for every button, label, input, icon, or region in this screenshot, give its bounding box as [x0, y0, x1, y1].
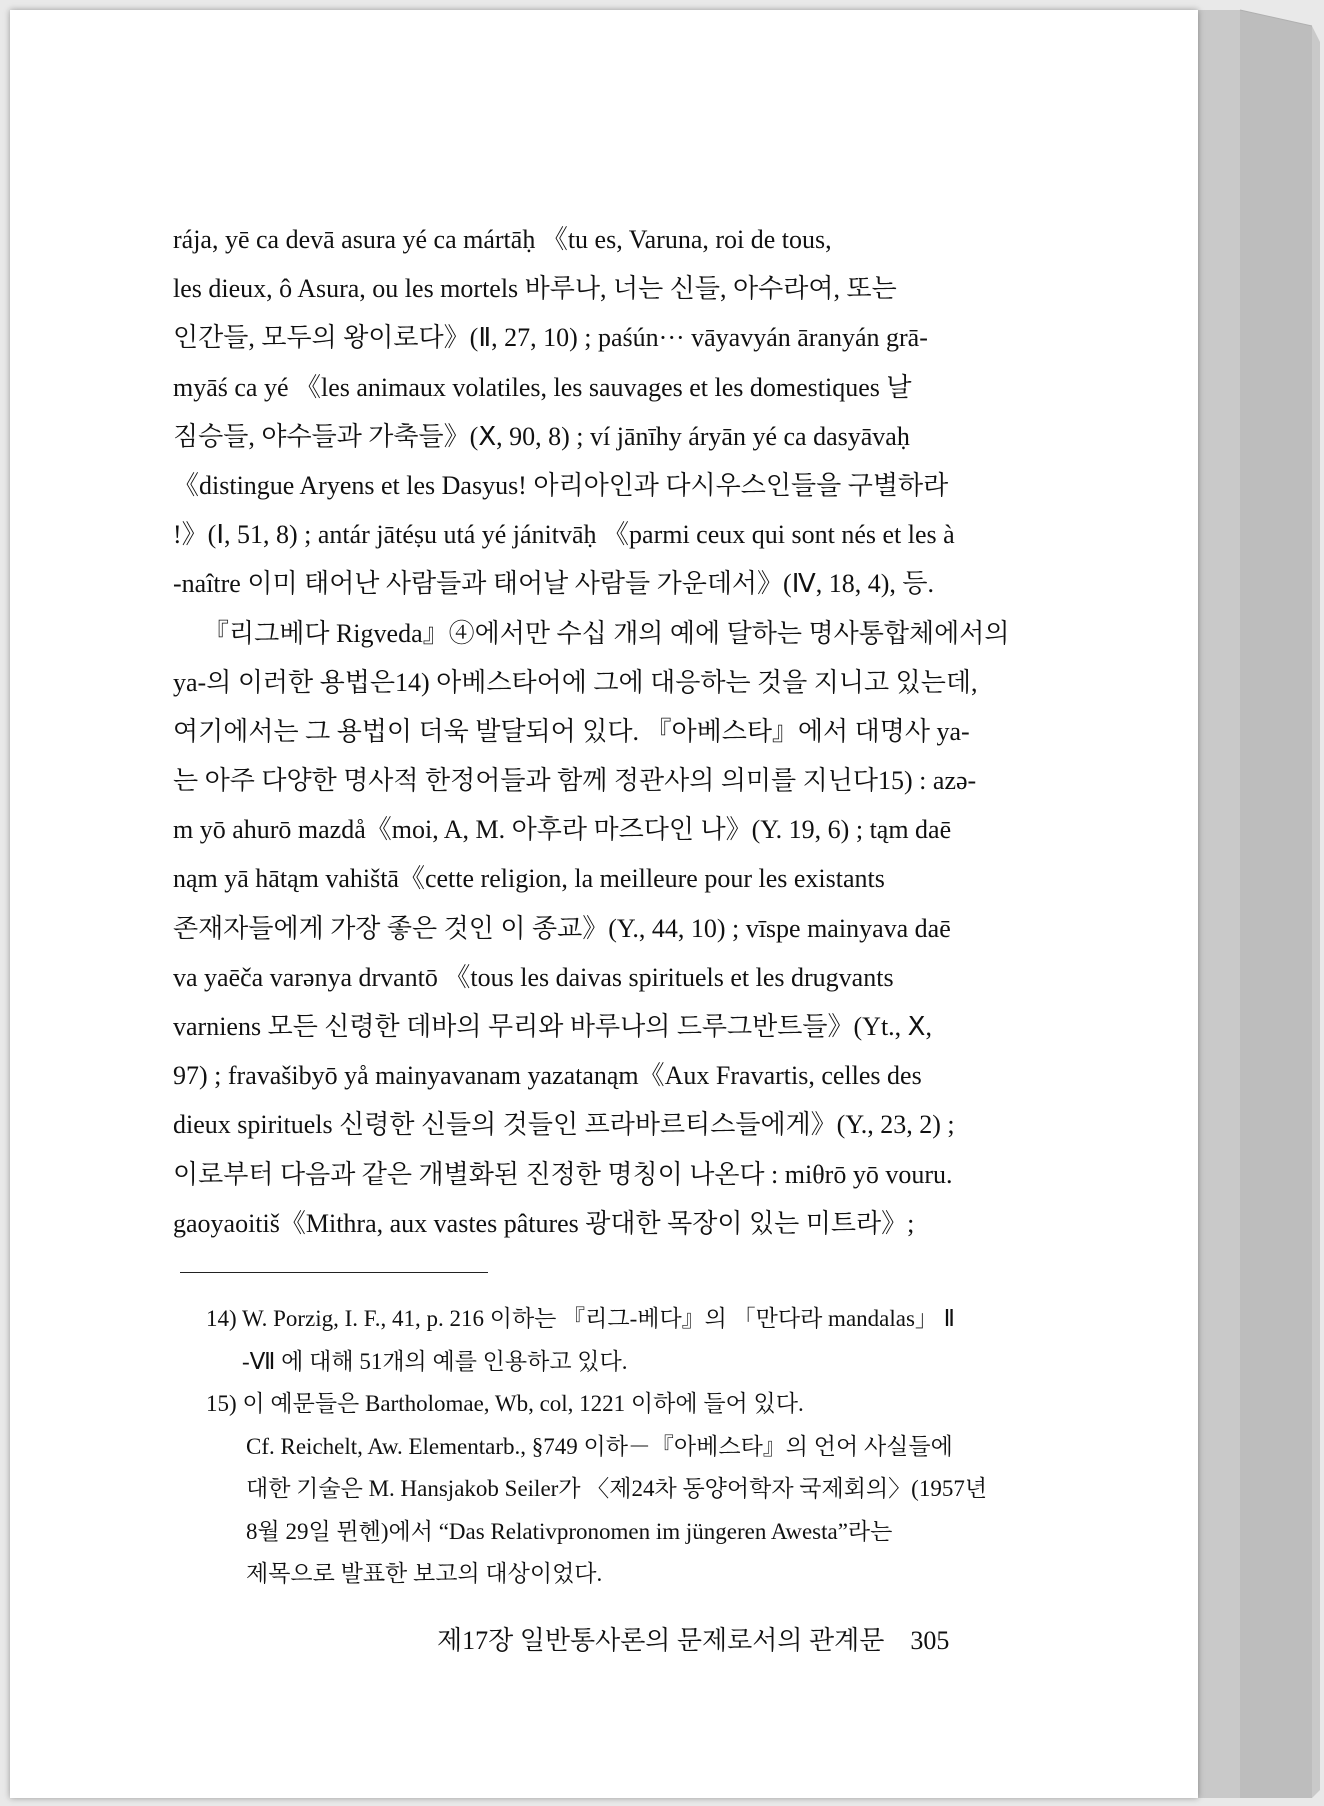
footnote-line: 14) W. Porzig, I. F., 41, p. 216 이하는 『리그-베다』의 「만다라 mandalas」 Ⅱ — [206, 1306, 955, 1331]
text-line: 97) ; fravašibyō yå mainyavanam yazatanąm《Aux Fravartis, celles des — [173, 1061, 922, 1091]
text-line: rája, yē ca devā asura yé ca mártāḥ 《tu es, Varuna, roi de tous, — [173, 225, 832, 254]
footnote-line: Cf. Reichelt, Aw. Elementarb., §749 이하－『아베스타』의 언어 사실들에 — [246, 1433, 953, 1459]
page-number: 305 — [910, 1626, 950, 1655]
text-line: myāś ca yé 《les animaux volatiles, les sauvages et les domestiques 날 — [173, 372, 912, 402]
text-line: 『리그베다 Rigveda』④에서만 수십 개의 예에 달하는 명사통합체에서의 — [203, 618, 1010, 648]
footnote-line: 15) 이 예문들은 Bartholomae, Wb, col, 1221 이하에 들어 있다. — [206, 1391, 804, 1416]
footnote-line: 제목으로 발표한 보고의 대상이었다. — [246, 1561, 603, 1586]
main-text — [173, 215, 1041, 1248]
text-line: 《distingue Aryens et les Dasyus! 아리아인과 다시우스인들을 구별하라 — [173, 470, 949, 500]
text-line: 여기에서는 그 용법이 더욱 발달되어 있다. 『아베스타』에서 대명사 ya- — [173, 716, 970, 746]
text-line: 존재자들에게 가장 좋은 것인 이 종교》(Y., 44, 10) ; vīspe mainyava daē — [173, 913, 951, 943]
book-edge — [1196, 0, 1324, 1806]
text-line: va yaēča varənya drvantō 《tous les daivas spirituels et les drugvants — [173, 962, 894, 992]
footnote-divider — [180, 1272, 488, 1273]
text-line: varniens 모든 신령한 데바의 무리와 바루나의 드루그반트들》(Yt., Ⅹ, — [173, 1012, 932, 1041]
text-line: 인간들, 모두의 왕이로다》(Ⅱ, 27, 10) ; paśún··· vāyavyán āranyán grā- — [173, 323, 928, 353]
text-line: -naître 이미 태어난 사람들과 태어날 사람들 가운데서》(Ⅳ, 18, 4), 등. — [173, 569, 934, 599]
text-line: 이로부터 다음과 같은 개별화된 진정한 명칭이 나온다 : miθrō yō vouru. — [173, 1159, 953, 1189]
text-line: !》(Ⅰ, 51, 8) ; antár jātéṣu utá yé jánitvāḥ 《parmi ceux qui sont nés et les à — [173, 520, 955, 550]
footnote-line: -Ⅶ 에 대해 51개의 예를 인용하고 있다. — [242, 1348, 628, 1374]
text-line: nąm yā hātąm vahištā《cette religion, la meilleure pour les existants — [173, 864, 885, 894]
text-line: gaoyaoitiš《Mithra, aux vastes pâtures 광대한 목장이 있는 미트라》; — [173, 1208, 915, 1238]
text-line: 짐승들, 야수들과 가축들》(Ⅹ, 90, 8) ; ví jānīhy áryān yé ca dasyāvaḥ — [173, 421, 910, 451]
text-line: 는 아주 다양한 명사적 한정어들과 함께 정관사의 의미를 지닌다15) : azə- — [173, 766, 977, 796]
footnote-line: 8월 29일 뮌헨)에서 “Das Relativpronomen im jüngeren Awesta”라는 — [246, 1518, 893, 1544]
book-page — [10, 10, 1198, 1798]
footnotes — [206, 1298, 1046, 1596]
text-line: dieux spirituels 신령한 신들의 것들인 프라바르티스들에게》(Y., 23, 2) ; — [173, 1110, 955, 1140]
text-line: les dieux, ô Asura, ou les mortels 바루나, 너는 신들, 아수라여, 또는 — [173, 274, 897, 304]
running-footer — [437, 1620, 1017, 1657]
footnote-line: 대한 기술은 M. Hansjakob Seiler가 〈제24차 동양어학자 국제회의〉(1957년 — [246, 1476, 988, 1501]
chapter-title: 제17장 일반통사론의 문제로서의 관계문 — [437, 1626, 885, 1655]
text-line: m yō ahurō mazdå《moi, A, M. 아후라 마즈다인 나》(Y. 19, 6) ; tąm daē — [173, 815, 952, 845]
text-line: ya-의 이러한 용법은14) 아베스타어에 그에 대응하는 것을 지니고 있는데, — [173, 667, 978, 697]
